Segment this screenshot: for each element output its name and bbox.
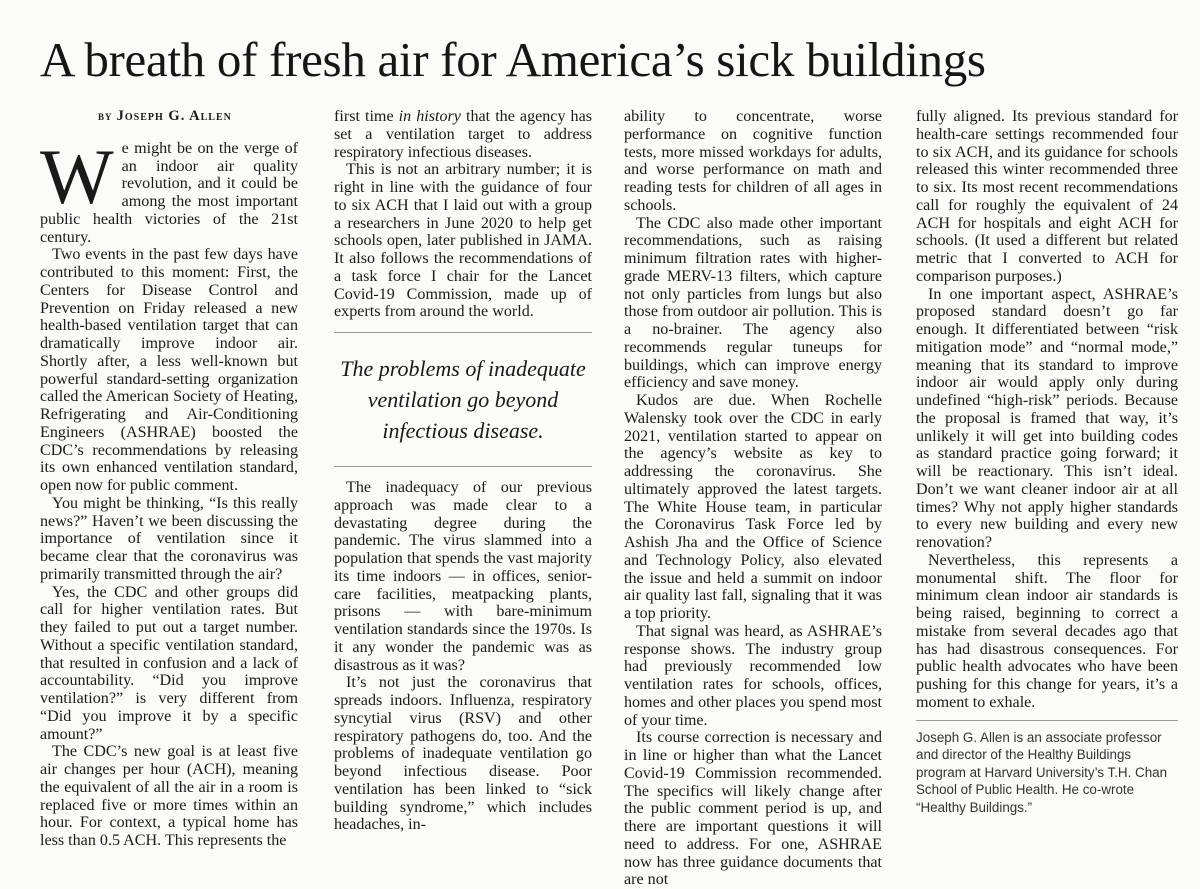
lede-paragraph (40, 132, 298, 247)
column-1 (40, 108, 298, 850)
byline-author: Joseph G. Allen (116, 108, 232, 124)
column-4 (916, 108, 1178, 816)
paragraph-continued: ability to concentrate, worse performance on cognitive function tests, more missed workdays for adults, and worse performance on math and reading tests for children of all ages in schools. (624, 108, 882, 214)
paragraph: Its course correction is necessary and in line or higher than what the Lancet Covid-19 Commission recommended. The specifics will likely change after the public comment period is up, and there are important questions it will need to address. For one, ASHRAE now has three guidance documents that are not (624, 729, 882, 889)
paragraph: The inadequacy of our previous approach was made clear to a devastating degree during the pandemic. The virus slammed into a population that spends the vast majority its time indoors — in offices, senior-care facilities, meatpacking plants, prisons — with bare-minimum ventilation standards since the 1970s. Is it any wonder the pandemic was as disastrous as it was? (334, 479, 592, 674)
column-2 (334, 108, 592, 834)
paragraph: The CDC also made other important recommendations, such as raising minimum filtration rates with higher-grade MERV-13 filters, which capture not only particles from lungs but also those from outdoor air pollution. This is a no-brainer. The agency also recommends regular tuneups for buildings, which can improve energy efficiency and save money. (624, 214, 882, 392)
paragraph: That signal was heard, as ASHRAE’s response shows. The industry group had previously recommended low ventilation rates for schools, offices, homes and other places you spend most of your time. (624, 622, 882, 729)
paragraph: You might be thinking, “Is this really news?” Haven’t we been discussing the importance of ventilation since it became clear that the coronavirus was primarily transmitted through the air? (40, 494, 298, 583)
paragraph: In one important aspect, ASHRAE’s proposed standard doesn’t go far enough. It differentiated between “risk mitigation mode” and “normal mode,” meaning that its standard to improve indoor air would apply only during undefined “high-risk” periods. Because the proposal is framed that way, it’s unlikely it will get into building codes as standard practice going forward; it will be reactionary. This isn’t ideal. Don’t we want cleaner indoor air at all times? Why not apply higher standards to every new building and every new renovation? (916, 285, 1178, 551)
paragraph: Yes, the CDC and other groups did call for higher ventilation rates. But they failed to put out a target number. Without a specific ventilation standard, that resulted in confusion and a lack of accountability. “Did you improve ventilation?” is very different from “Did you improve it by a specific amount?” (40, 583, 298, 743)
text-run: first time (334, 108, 399, 125)
paragraph: Kudos are due. When Rochelle Walensky took over the CDC in early 2021, ventilation started to appear on the agency’s website as key to addressing the coronavirus. She ultimately approved the latest targets. The White House team, in particular the Coronavirus Task Force led by Ashish Jha and the Office of Science and Technology Policy, also elevated the issue and held a summit on indoor air quality last fall, signaling that it was a top priority. (624, 392, 882, 622)
paragraph: It’s not just the coronavirus that spreads indoors. Influenza, respiratory syncytial virus (RSV) and other respiratory pathogens do, too. And the problems of inadequate ventilation go beyond infectious disease. Poor ventilation has been linked to “sick building syndrome,” which includes headaches, in- (334, 674, 592, 834)
pull-quote: The problems of inadequate ventilation go beyond infectious disease. (334, 332, 592, 467)
text-run: that the agency has set a ventilation target to address respiratory infectious diseases. (334, 108, 593, 161)
paragraph-continued (334, 108, 592, 161)
byline (98, 108, 298, 126)
paragraph: This is not an arbitrary number; it is right in line with the guidance of four to six ACH that I laid out with a group a researchers in June 2020 to help get schools open, later published in JAMA. It also follows the recommendations of a task force I chair for the Lancet Covid-19 Commission, made up of experts from around the world. (334, 161, 592, 321)
paragraph-continued: fully aligned. Its previous standard for health-care settings recommended four to six ACH, and its guidance for schools released this winter recommended three to six. Its most recent recommendations call for roughly the equivalent of 24 ACH for hospitals and eight ACH for schools. (It used a different but related metric that I converted to ACH for comparison purposes.) (916, 108, 1178, 285)
byline-prefix: by (98, 109, 113, 123)
paragraph: Nevertheless, this represents a monumental shift. The floor for minimum clean indoor air standards is being raised, beginning to correct a mistake from several decades ago that has had disastrous consequences. For public health advocates who have been pushing for this change for years, it’s a moment to exhale. (916, 551, 1178, 711)
author-bio: Joseph G. Allen is an associate professor and director of the Healthy Buildings program at Harvard University’s T.H. Chan School of Public Health. He co-wrote “Healthy Buildings.” (916, 720, 1178, 817)
headline: A breath of fresh air for America’s sick buildings (40, 32, 986, 87)
paragraph: Two events in the past few days have contributed to this moment: First, the Centers for Disease Control and Prevention on Friday released a new health-based ventilation target that can dramatically improve indoor air. Shortly after, a less well-known but powerful standard-setting organization called the American Society of Heating, Refrigerating and Air-Conditioning Engineers (ASHRAE) boosted the CDC’s recommendations by releasing its own enhanced ventilation standard, open now for public comment. (40, 246, 298, 494)
drop-cap: W (40, 132, 114, 220)
emphasis: in history (398, 108, 461, 125)
paragraph: The CDC’s new goal is at least five air changes per hour (ACH), meaning the equivalent of all the air in a room is replaced five or more times within an hour. For context, a typical home has less than 0.5 ACH. This represents the (40, 743, 298, 849)
lede-text: e might be on the verge of an indoor air quality revolution, and it could be among the most important public health victories of the 21st century. (40, 139, 298, 246)
column-3 (624, 108, 882, 889)
